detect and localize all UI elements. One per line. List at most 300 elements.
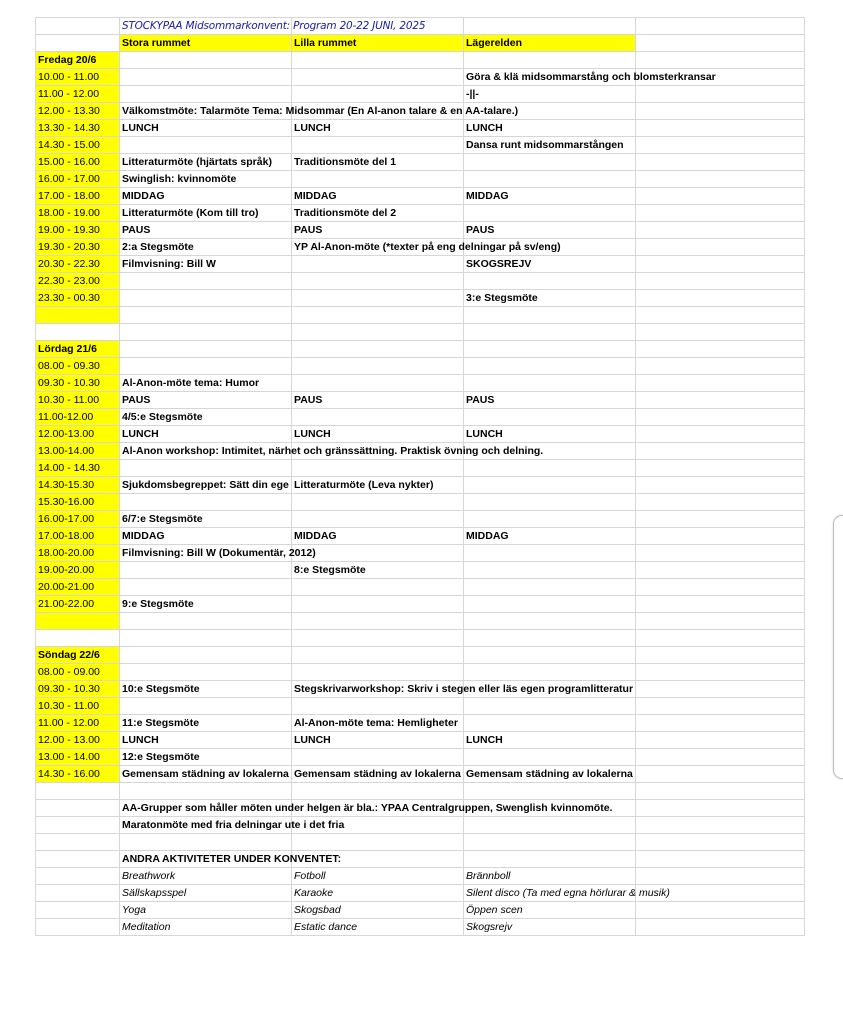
empty-cell[interactable]: [636, 494, 805, 511]
empty-cell[interactable]: [636, 800, 805, 817]
empty-cell[interactable]: [292, 749, 464, 766]
table-row: [36, 460, 805, 477]
time-slot[interactable]: 19.00 - 19.30: [36, 222, 120, 239]
empty-cell[interactable]: [464, 460, 636, 477]
empty-cell[interactable]: [120, 69, 292, 86]
room-header[interactable]: Stora rummet: [120, 35, 292, 52]
time-slot[interactable]: 19.00-20.00: [36, 562, 120, 579]
activity-cell[interactable]: Karaoke: [292, 885, 464, 902]
table-row: [36, 647, 805, 664]
event-cell[interactable]: SKOGSREJV: [464, 256, 636, 273]
empty-cell[interactable]: [292, 698, 464, 715]
empty-cell[interactable]: [464, 664, 636, 681]
empty-cell[interactable]: [636, 460, 805, 477]
time-slot[interactable]: 12.00-13.00: [36, 426, 120, 443]
time-slot[interactable]: 18.00-20.00: [36, 545, 120, 562]
time-slot[interactable]: 10.00 - 11.00: [36, 69, 120, 86]
empty-cell[interactable]: [292, 171, 464, 188]
empty-cell[interactable]: [292, 52, 464, 69]
empty-cell[interactable]: [292, 86, 464, 103]
day-label[interactable]: Lördag 21/6: [36, 341, 120, 358]
table-row: [36, 443, 805, 460]
time-slot[interactable]: 17.00-18.00: [36, 528, 120, 545]
empty-cell[interactable]: [636, 52, 805, 69]
event-cell[interactable]: Al-Anon-möte tema: Humor: [120, 375, 292, 392]
empty-cell[interactable]: [464, 783, 636, 800]
table-row: [36, 494, 805, 511]
empty-cell[interactable]: [464, 647, 636, 664]
time-slot[interactable]: 11.00 - 12.00: [36, 715, 120, 732]
table-row: [36, 477, 805, 494]
time-slot[interactable]: 20.00-21.00: [36, 579, 120, 596]
empty-cell[interactable]: [292, 307, 464, 324]
empty-cell[interactable]: [292, 375, 464, 392]
event-cell[interactable]: PAUS: [464, 392, 636, 409]
table-row: [36, 579, 805, 596]
empty-cell[interactable]: [636, 783, 805, 800]
event-cell[interactable]: LUNCH: [464, 426, 636, 443]
time-slot[interactable]: 20.30 - 22.30: [36, 256, 120, 273]
empty-cell[interactable]: [36, 919, 120, 936]
empty-cell[interactable]: [292, 137, 464, 154]
activity-cell[interactable]: Skogsrejv: [464, 919, 636, 936]
empty-cell[interactable]: [36, 851, 120, 868]
note-cell[interactable]: Maratonmöte med fria delningar ute i det fria: [120, 817, 292, 834]
empty-cell[interactable]: [120, 494, 292, 511]
time-slot[interactable]: 14.30-15.30: [36, 477, 120, 494]
event-cell[interactable]: 9:e Stegsmöte: [120, 596, 292, 613]
empty-cell[interactable]: [636, 511, 805, 528]
empty-cell[interactable]: [464, 409, 636, 426]
empty-cell[interactable]: [636, 851, 805, 868]
empty-cell[interactable]: [636, 562, 805, 579]
empty-cell[interactable]: [292, 341, 464, 358]
empty-cell[interactable]: [636, 647, 805, 664]
empty-cell[interactable]: [636, 426, 805, 443]
empty-cell[interactable]: [292, 630, 464, 647]
header-cell[interactable]: [36, 35, 120, 52]
empty-cell[interactable]: [464, 494, 636, 511]
table-row: [36, 188, 805, 205]
event-cell[interactable]: LUNCH: [292, 120, 464, 137]
empty-cell[interactable]: [636, 290, 805, 307]
table-row: [36, 426, 805, 443]
table-row: [36, 205, 805, 222]
activity-cell[interactable]: Brännboll: [464, 868, 636, 885]
empty-cell[interactable]: [464, 698, 636, 715]
event-cell[interactable]: LUNCH: [292, 426, 464, 443]
empty-cell[interactable]: [636, 545, 805, 562]
empty-cell[interactable]: [292, 613, 464, 630]
table-row: [36, 324, 805, 341]
empty-cell[interactable]: [464, 562, 636, 579]
empty-cell[interactable]: [36, 324, 120, 341]
empty-cell[interactable]: [636, 732, 805, 749]
empty-cell[interactable]: [120, 52, 292, 69]
empty-cell[interactable]: [120, 664, 292, 681]
event-cell[interactable]: Sjukdomsbegreppet: Sätt din ege: [120, 477, 292, 494]
empty-cell[interactable]: [120, 460, 292, 477]
table-row: [36, 239, 805, 256]
empty-cell[interactable]: [464, 341, 636, 358]
table-row: [36, 630, 805, 647]
empty-cell[interactable]: [120, 579, 292, 596]
empty-cell[interactable]: [292, 596, 464, 613]
empty-cell[interactable]: [636, 341, 805, 358]
table-row: [36, 902, 805, 919]
event-cell[interactable]: LUNCH: [464, 120, 636, 137]
table-row: [36, 86, 805, 103]
event-cell[interactable]: PAUS: [292, 222, 464, 239]
empty-cell[interactable]: [120, 290, 292, 307]
event-cell[interactable]: Al-Anon workshop: Intimitet, närhet och gränssättning. Praktisk övning och delning.: [120, 443, 292, 460]
empty-cell[interactable]: [120, 358, 292, 375]
event-cell[interactable]: PAUS: [120, 392, 292, 409]
empty-cell[interactable]: [464, 596, 636, 613]
event-cell[interactable]: LUNCH: [120, 732, 292, 749]
table-row: [36, 273, 805, 290]
time-slot[interactable]: 12.00 - 13.00: [36, 732, 120, 749]
empty-cell[interactable]: [464, 154, 636, 171]
activity-cell[interactable]: Sällskapsspel: [120, 885, 292, 902]
table-row: [36, 834, 805, 851]
event-cell[interactable]: Traditionsmöte del 1: [292, 154, 464, 171]
table-row: [36, 511, 805, 528]
time-slot[interactable]: 21.00-22.00: [36, 596, 120, 613]
empty-cell[interactable]: [636, 324, 805, 341]
empty-cell[interactable]: [636, 205, 805, 222]
empty-cell[interactable]: [464, 358, 636, 375]
event-cell[interactable]: YP Al-Anon-möte (*texter på eng delningar på sv/eng): [292, 239, 464, 256]
time-slot[interactable]: 15.30-16.00: [36, 494, 120, 511]
event-cell[interactable]: 6/7:e Stegsmöte: [120, 511, 292, 528]
empty-cell[interactable]: [464, 851, 636, 868]
activity-cell[interactable]: Breathwork: [120, 868, 292, 885]
room-header[interactable]: Lägerelden: [464, 35, 636, 52]
empty-cell[interactable]: [636, 664, 805, 681]
event-cell[interactable]: Litteraturmöte (hjärtats språk): [120, 154, 292, 171]
empty-cell[interactable]: [636, 528, 805, 545]
empty-cell[interactable]: [636, 137, 805, 154]
time-slot[interactable]: 22.30 - 23.00: [36, 273, 120, 290]
empty-cell[interactable]: [120, 341, 292, 358]
table-row: [36, 290, 805, 307]
table-row: [36, 341, 805, 358]
empty-cell[interactable]: [636, 630, 805, 647]
time-slot[interactable]: 17.00 - 18.00: [36, 188, 120, 205]
empty-cell[interactable]: [464, 579, 636, 596]
empty-cell[interactable]: [464, 630, 636, 647]
empty-cell[interactable]: [636, 120, 805, 137]
time-slot[interactable]: 19.30 - 20.30: [36, 239, 120, 256]
table-row: [36, 52, 805, 69]
event-cell[interactable]: Gemensam städning av lokalerna: [120, 766, 292, 783]
empty-cell[interactable]: [636, 919, 805, 936]
event-cell[interactable]: MIDDAG: [292, 188, 464, 205]
activity-cell[interactable]: Skogsbad: [292, 902, 464, 919]
empty-cell[interactable]: [120, 647, 292, 664]
empty-cell[interactable]: [292, 290, 464, 307]
empty-cell[interactable]: [464, 171, 636, 188]
empty-cell[interactable]: [36, 834, 120, 851]
time-slot[interactable]: 10.30 - 11.00: [36, 392, 120, 409]
activity-cell[interactable]: Öppen scen: [464, 902, 636, 919]
event-cell[interactable]: PAUS: [464, 222, 636, 239]
empty-cell[interactable]: [36, 307, 120, 324]
day-label[interactable]: Fredag 20/6: [36, 52, 120, 69]
note-cell[interactable]: AA-Grupper som håller möten under helgen är bla.: YPAA Centralgruppen, Swenglish kvinnomöte.: [120, 800, 292, 817]
empty-cell[interactable]: [636, 35, 805, 52]
empty-cell[interactable]: [120, 562, 292, 579]
empty-cell[interactable]: [464, 307, 636, 324]
empty-cell[interactable]: [120, 307, 292, 324]
empty-cell[interactable]: [292, 834, 464, 851]
side-scroll-handle[interactable]: [833, 515, 843, 779]
event-cell[interactable]: Gemensam städning av lokalerna: [292, 766, 464, 783]
event-cell[interactable]: Filmvisning: Bill W (Dokumentär, 2012): [120, 545, 292, 562]
event-cell[interactable]: -||-: [464, 86, 636, 103]
empty-cell[interactable]: [464, 324, 636, 341]
empty-cell[interactable]: [464, 52, 636, 69]
table-row: [36, 120, 805, 137]
empty-cell[interactable]: [464, 817, 636, 834]
activity-cell[interactable]: Silent disco (Ta med egna hörlurar & musik): [464, 885, 636, 902]
schedule-spreadsheet: [35, 17, 805, 936]
empty-cell[interactable]: [464, 511, 636, 528]
time-slot[interactable]: 08.00 - 09.00: [36, 664, 120, 681]
event-cell[interactable]: Al-Anon-möte tema: Hemligheter: [292, 715, 464, 732]
empty-cell[interactable]: [292, 273, 464, 290]
event-cell[interactable]: LUNCH: [120, 426, 292, 443]
day-label[interactable]: Söndag 22/6: [36, 647, 120, 664]
time-slot[interactable]: 13.00 - 14.00: [36, 749, 120, 766]
sheet-title[interactable]: STOCKYPAA Midsommarkonvent: Program 20-22 JUNI, 2025: [120, 18, 292, 35]
event-cell[interactable]: PAUS: [120, 222, 292, 239]
empty-cell[interactable]: [636, 18, 805, 35]
time-slot[interactable]: 11.00 - 12.00: [36, 86, 120, 103]
empty-cell[interactable]: [636, 443, 805, 460]
table-row: [36, 392, 805, 409]
event-cell[interactable]: 4/5:e Stegsmöte: [120, 409, 292, 426]
empty-cell[interactable]: [36, 18, 120, 35]
table-row: [36, 137, 805, 154]
empty-cell[interactable]: [636, 596, 805, 613]
event-cell[interactable]: Gemensam städning av lokalerna: [464, 766, 636, 783]
empty-cell[interactable]: [636, 681, 805, 698]
time-slot[interactable]: 11.00-12.00: [36, 409, 120, 426]
time-slot[interactable]: 13.00-14.00: [36, 443, 120, 460]
activity-cell[interactable]: Yoga: [120, 902, 292, 919]
time-slot[interactable]: 08.00 - 09.30: [36, 358, 120, 375]
empty-cell[interactable]: [636, 902, 805, 919]
empty-cell[interactable]: [636, 222, 805, 239]
empty-cell[interactable]: [292, 664, 464, 681]
event-cell[interactable]: MIDDAG: [292, 528, 464, 545]
table-row: [36, 375, 805, 392]
event-cell[interactable]: MIDDAG: [120, 188, 292, 205]
note-cell[interactable]: ANDRA AKTIVITETER UNDER KONVENTET:: [120, 851, 292, 868]
empty-cell[interactable]: [120, 698, 292, 715]
empty-cell[interactable]: [120, 137, 292, 154]
table-row: [36, 732, 805, 749]
empty-cell[interactable]: [292, 647, 464, 664]
time-slot[interactable]: 10.30 - 11.00: [36, 698, 120, 715]
empty-cell[interactable]: [292, 460, 464, 477]
table-row: [36, 919, 805, 936]
empty-cell[interactable]: [292, 256, 464, 273]
empty-cell[interactable]: [36, 868, 120, 885]
table-row: [36, 103, 805, 120]
event-cell[interactable]: 8:e Stegsmöte: [292, 562, 464, 579]
empty-cell[interactable]: [36, 613, 120, 630]
time-slot[interactable]: 14.30 - 15.00: [36, 137, 120, 154]
empty-cell[interactable]: [636, 171, 805, 188]
empty-cell[interactable]: [636, 307, 805, 324]
event-cell[interactable]: MIDDAG: [464, 188, 636, 205]
empty-cell[interactable]: [464, 205, 636, 222]
table-row: [36, 800, 805, 817]
event-cell[interactable]: Traditionsmöte del 2: [292, 205, 464, 222]
table-row: [36, 256, 805, 273]
empty-cell[interactable]: [36, 800, 120, 817]
room-header[interactable]: Lilla rummet: [292, 35, 464, 52]
empty-cell[interactable]: [120, 834, 292, 851]
empty-cell[interactable]: [120, 273, 292, 290]
time-slot[interactable]: 14.30 - 16.00: [36, 766, 120, 783]
empty-cell[interactable]: [636, 834, 805, 851]
empty-cell[interactable]: [636, 613, 805, 630]
empty-cell[interactable]: [292, 358, 464, 375]
event-cell[interactable]: Filmvisning: Bill W: [120, 256, 292, 273]
empty-cell[interactable]: [636, 392, 805, 409]
event-cell[interactable]: Välkomstmöte: Talarmöte Tema: Midsommar (En Al-anon talare & en AA-talare.): [120, 103, 292, 120]
time-slot[interactable]: 09.30 - 10.30: [36, 681, 120, 698]
time-slot[interactable]: 13.30 - 14.30: [36, 120, 120, 137]
empty-cell[interactable]: [636, 375, 805, 392]
table-row: [36, 596, 805, 613]
empty-cell[interactable]: [636, 868, 805, 885]
table-row: [36, 868, 805, 885]
empty-cell[interactable]: [636, 273, 805, 290]
empty-cell[interactable]: [36, 902, 120, 919]
event-cell[interactable]: PAUS: [292, 392, 464, 409]
event-cell[interactable]: Litteraturmöte (Leva nykter): [292, 477, 464, 494]
event-cell[interactable]: Dansa runt midsommarstången: [464, 137, 636, 154]
table-row: [36, 35, 805, 52]
time-slot[interactable]: 12.00 - 13.30: [36, 103, 120, 120]
empty-cell[interactable]: [636, 358, 805, 375]
event-cell[interactable]: 12:e Stegsmöte: [120, 749, 292, 766]
empty-cell[interactable]: [120, 86, 292, 103]
time-slot[interactable]: 15.00 - 16.00: [36, 154, 120, 171]
empty-cell[interactable]: [120, 324, 292, 341]
empty-cell[interactable]: [120, 613, 292, 630]
empty-cell[interactable]: [464, 749, 636, 766]
time-slot[interactable]: 09.30 - 10.30: [36, 375, 120, 392]
event-cell[interactable]: 2:a Stegsmöte: [120, 239, 292, 256]
empty-cell[interactable]: [636, 86, 805, 103]
event-cell[interactable]: Swinglish: kvinnomöte: [120, 171, 292, 188]
table-row: [36, 307, 805, 324]
table-row: [36, 222, 805, 239]
empty-cell[interactable]: [292, 545, 464, 562]
empty-cell[interactable]: [636, 579, 805, 596]
time-slot[interactable]: 14.00 - 14.30: [36, 460, 120, 477]
empty-cell[interactable]: [120, 630, 292, 647]
time-slot[interactable]: 18.00 - 19.00: [36, 205, 120, 222]
empty-cell[interactable]: [464, 834, 636, 851]
event-cell[interactable]: 10:e Stegsmöte: [120, 681, 292, 698]
empty-cell[interactable]: [292, 579, 464, 596]
activity-cell[interactable]: Fotboll: [292, 868, 464, 885]
empty-cell[interactable]: [464, 715, 636, 732]
empty-cell[interactable]: [36, 817, 120, 834]
table-row: [36, 851, 805, 868]
empty-cell[interactable]: [292, 494, 464, 511]
table-row: [36, 749, 805, 766]
event-cell[interactable]: 11:e Stegsmöte: [120, 715, 292, 732]
empty-cell[interactable]: [636, 239, 805, 256]
event-cell[interactable]: Litteraturmöte (Kom till tro): [120, 205, 292, 222]
empty-cell[interactable]: [464, 375, 636, 392]
empty-cell[interactable]: [292, 409, 464, 426]
empty-cell[interactable]: [292, 69, 464, 86]
empty-cell[interactable]: [292, 783, 464, 800]
table-row: [36, 358, 805, 375]
empty-cell[interactable]: [636, 188, 805, 205]
activity-cell[interactable]: Meditation: [120, 919, 292, 936]
time-slot[interactable]: 16.00-17.00: [36, 511, 120, 528]
empty-cell[interactable]: [636, 766, 805, 783]
event-cell[interactable]: 3:e Stegsmöte: [464, 290, 636, 307]
event-cell[interactable]: MIDDAG: [120, 528, 292, 545]
table-row: [36, 698, 805, 715]
event-cell[interactable]: Stegskrivarworkshop: Skriv i stegen eller läs egen programlitteratur: [292, 681, 464, 698]
activity-cell[interactable]: Estatic dance: [292, 919, 464, 936]
time-slot[interactable]: 16.00 - 17.00: [36, 171, 120, 188]
event-cell[interactable]: LUNCH: [120, 120, 292, 137]
empty-cell[interactable]: [292, 324, 464, 341]
table-row: [36, 613, 805, 630]
time-slot[interactable]: 23.30 - 00.30: [36, 290, 120, 307]
empty-cell[interactable]: [120, 783, 292, 800]
event-cell[interactable]: LUNCH: [292, 732, 464, 749]
empty-cell[interactable]: [636, 817, 805, 834]
table-row: [36, 885, 805, 902]
empty-cell[interactable]: [636, 409, 805, 426]
empty-cell[interactable]: [464, 18, 636, 35]
empty-cell[interactable]: [464, 273, 636, 290]
empty-cell[interactable]: [636, 749, 805, 766]
empty-cell[interactable]: [636, 256, 805, 273]
table-row: [36, 715, 805, 732]
empty-cell[interactable]: [36, 783, 120, 800]
event-cell[interactable]: LUNCH: [464, 732, 636, 749]
event-cell[interactable]: MIDDAG: [464, 528, 636, 545]
empty-cell[interactable]: [464, 545, 636, 562]
empty-cell[interactable]: [292, 511, 464, 528]
event-cell[interactable]: Göra & klä midsommarstång och blomsterkransar: [464, 69, 636, 86]
empty-cell[interactable]: [636, 154, 805, 171]
empty-cell[interactable]: [636, 715, 805, 732]
empty-cell[interactable]: [464, 613, 636, 630]
empty-cell[interactable]: [36, 885, 120, 902]
empty-cell[interactable]: [636, 103, 805, 120]
empty-cell[interactable]: [636, 698, 805, 715]
empty-cell[interactable]: [636, 477, 805, 494]
empty-cell[interactable]: [36, 630, 120, 647]
empty-cell[interactable]: [464, 477, 636, 494]
